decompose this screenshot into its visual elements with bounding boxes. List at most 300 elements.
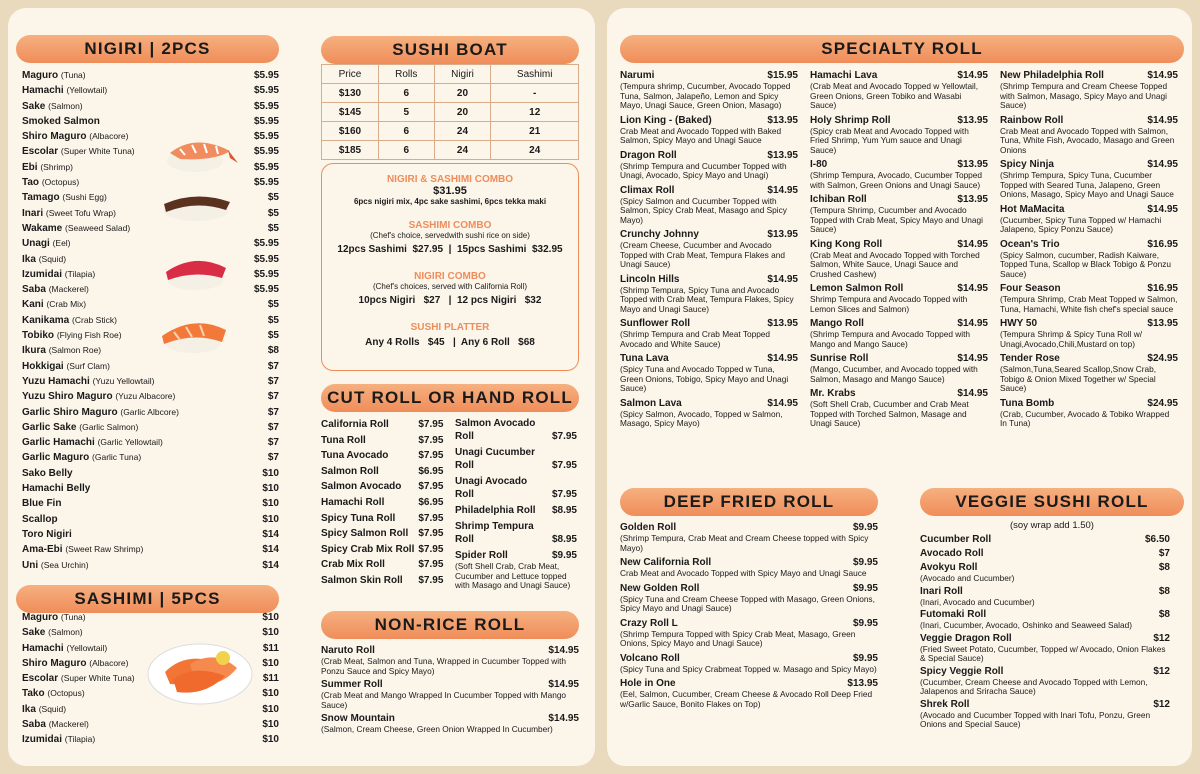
menu-item-desc: (Inari, Avocado and Cucumber): [920, 596, 1035, 607]
menu-item-price: $12: [1153, 632, 1170, 644]
item-title: Toro Nigiri: [22, 528, 72, 540]
menu-item-name: Hole in One: [620, 678, 676, 689]
menu-row: [22, 450, 279, 465]
item-note: (Garlic Tuna): [92, 452, 142, 463]
menu-item-desc: (Salmon, Cream Cheese, Green Onion Wrapped In Cucumber): [321, 724, 553, 734]
menu-item-price: $13.95: [767, 229, 798, 240]
cut-roll-desc: (Soft Shell Crab, Crab Meat, Cucumber and Lettuce topped with Masago and Unagi Sauce): [455, 561, 571, 590]
item-note: (Yellowtail): [66, 642, 108, 653]
menu-item-name: Climax Roll: [620, 184, 675, 196]
cut-roll-left-list: [321, 417, 443, 589]
item-title: Inari: [22, 207, 44, 219]
cut-roll-name: Unagi Avocado Roll: [455, 476, 528, 500]
menu-item: [810, 115, 988, 156]
item-note: (Tilapia): [64, 734, 96, 745]
menu-item-price: $24.95: [1147, 397, 1178, 409]
item-title: Sake: [22, 627, 46, 639]
item-price: $10: [262, 703, 279, 715]
non-rice-header: NON-RICE ROLL: [321, 611, 579, 639]
cut-roll-price: $6.95: [418, 465, 444, 477]
table-row: [322, 141, 579, 160]
item-title: Izumidai: [22, 268, 63, 280]
cut-roll-name: Salmon Roll: [321, 465, 379, 477]
menu-item-price: $14.95: [957, 238, 988, 250]
menu-item-name: Snow Mountain: [321, 713, 395, 724]
menu-item-head: [920, 534, 1170, 546]
item-title: Garlic Shiro Maguro: [22, 406, 118, 418]
menu-row: [22, 359, 279, 374]
menu-item: [810, 283, 988, 314]
menu-item-price: $13.95: [957, 194, 988, 205]
menu-item-desc: (Mango, Cucumber, and Avocado topped with Salmon, Masago and Mango Sauce): [810, 364, 978, 384]
menu-item: [810, 194, 988, 235]
shrimp-nigiri-image: [160, 123, 240, 178]
cell: 5: [378, 103, 434, 122]
menu-item-desc: (Spicy Salmon and Cucumber Topped with Salmon, Spicy Crab Meat, Masago and Spicy Mayo): [620, 195, 787, 225]
menu-item: [1000, 159, 1178, 200]
item-price: $5.95: [253, 253, 279, 265]
ns-combo-title: NIGIRI & SASHIMI COMBO: [386, 174, 514, 185]
menu-item: [620, 583, 878, 614]
item-price: $5.95: [253, 100, 279, 112]
cut-roll-price: $9.95: [551, 550, 577, 561]
eel-nigiri-image: [156, 184, 236, 224]
item-price: $10: [262, 657, 279, 669]
menu-row: [22, 343, 279, 358]
menu-item: [920, 534, 1170, 546]
item-name: [22, 656, 128, 671]
menu-item-desc: (Tempura Shrimp, Crab Meat Topped w Salmon, Tuna, Hamachi, White fish chef's special sauce: [1000, 294, 1178, 314]
menu-item: [321, 645, 579, 676]
menu-row: [22, 144, 279, 159]
menu-item-price: $9.95: [852, 582, 878, 594]
cut-roll-price: $8.95: [551, 505, 577, 516]
menu-item: [1000, 239, 1178, 280]
menu-item-name: Spicy Veggie Roll: [920, 665, 1004, 677]
item-name: [22, 717, 89, 732]
cell: $185: [322, 141, 379, 160]
menu-row: [22, 420, 279, 435]
item-title: Hamachi Belly: [22, 483, 91, 495]
item-title: Maguro: [22, 70, 59, 81]
item-name: [22, 328, 122, 343]
deep-fried-list: [620, 522, 878, 713]
menu-item-desc: (Shrimp Tempura, Crab Meat and Cream Cheese topped with Spicy Mayo): [620, 533, 869, 553]
item-price: $14: [262, 528, 279, 540]
item-name: [22, 702, 66, 717]
cell: $130: [322, 84, 379, 103]
menu-item-price: $24.95: [1147, 353, 1178, 364]
sushi-platter-line: Any 4 Rolls $45 | Any 6 Roll $68: [365, 337, 535, 348]
item-note: (Salmon Roe): [48, 345, 102, 356]
menu-item-name: Sunrise Roll: [810, 353, 869, 364]
item-name: [22, 68, 86, 83]
menu-item-head: [1000, 239, 1178, 251]
item-name: [22, 160, 73, 175]
menu-item-price: $14.95: [767, 273, 798, 285]
menu-item-desc: (Avocado and Cucumber): [920, 573, 1015, 583]
menu-item-head: [810, 239, 988, 251]
menu-item-head: [620, 115, 798, 127]
sashimi-header: SASHIMI | 5PCS: [16, 585, 279, 613]
item-note: (Salmon): [48, 100, 83, 111]
item-note: (Eel): [52, 238, 71, 249]
item-note: (Albacore): [89, 131, 129, 142]
menu-item-desc: (Shrimp Tempura, Spicy Tuna and Avocado Topped with Crab Meat, Tempura Flakes, Spicy Mayo and Unagi Sauce): [620, 284, 794, 314]
menu-row: [22, 527, 279, 542]
item-title: Izumidai: [22, 734, 63, 746]
menu-item-price: $8: [1158, 562, 1170, 573]
menu-item-name: Crunchy Johnny: [620, 229, 699, 240]
menu-item-price: $9.95: [852, 557, 878, 568]
cut-roll-name: Unagi Cucumber Roll: [455, 447, 536, 471]
item-name: [22, 625, 83, 640]
item-price: $5.95: [253, 115, 279, 127]
item-price: $10: [262, 467, 279, 479]
item-price: $5.95: [253, 131, 279, 143]
menu-item-name: Avocado Roll: [920, 548, 984, 559]
item-note: (Crab Stick): [72, 314, 117, 325]
menu-item-name: Futomaki Roll: [920, 609, 987, 620]
item-price: $14: [262, 559, 279, 571]
menu-item: [620, 353, 798, 394]
item-name: [22, 558, 89, 573]
cut-roll-name: Spider Roll: [455, 550, 508, 561]
item-price: $8: [267, 345, 279, 357]
menu-row: [22, 717, 279, 732]
menu-item: [1000, 115, 1178, 156]
cell: $145: [322, 103, 379, 122]
menu-item-desc: (Cream Cheese, Cucumber and Avocado Topped with Crab Meat, Tempura Flakes and Unagi Sauce): [620, 240, 785, 269]
menu-item-price: $14.95: [767, 353, 798, 364]
menu-item-name: Rainbow Roll: [1000, 114, 1064, 126]
menu-item-desc: (Spicy Salmon, Avocado, Topped w Salmon, Masago, Spicy Mayo): [620, 408, 783, 428]
item-note: (Tilapia): [64, 268, 96, 279]
menu-item-price: $14.95: [548, 645, 579, 656]
menu-item-price: $8: [1158, 609, 1170, 620]
menu-item-price: $13.95: [767, 149, 798, 161]
sushi-boat-header: SUSHI BOAT: [321, 36, 579, 64]
item-name: [22, 190, 107, 205]
sashimi-combo-line: 12pcs Sashimi $27.95 | 15pcs Sashimi $32.95: [337, 244, 563, 255]
menu-item-desc: (Soft Shell Crab, Cucumber and Crab Meat Topped with Torched Salmon, Masage and Unagi Sauce): [810, 399, 969, 428]
veggie-header: VEGGIE SUSHI ROLL: [920, 488, 1184, 516]
cut-roll-price: $7.95: [551, 489, 577, 500]
cut-roll-item: [455, 504, 577, 517]
item-title: Scallop: [22, 513, 58, 525]
item-note: (Garlic Albcore): [120, 406, 179, 417]
cell: 24: [434, 141, 491, 160]
menu-item: [620, 70, 798, 111]
menu-item-price: $14.95: [548, 713, 579, 724]
menu-item-name: Tuna Lava: [620, 353, 669, 364]
nigiri-header: NIGIRI | 2PCS: [16, 35, 279, 63]
menu-item: [620, 618, 878, 649]
item-title: Shiro Maguro: [22, 657, 87, 669]
menu-item-name: Tuna Bomb: [1000, 397, 1055, 409]
item-price: $7: [267, 391, 279, 403]
menu-row: [22, 129, 279, 144]
cut-roll-price: $7.95: [418, 481, 444, 493]
menu-item-desc: (Crab Meat and Avocado Topped with Torched Salmon, White Sauce, Unagi Sauce and Crushed Cashew): [810, 249, 980, 279]
menu-item-head: [920, 586, 1170, 598]
item-price: $10: [262, 483, 279, 495]
menu-item-price: $13.95: [767, 114, 798, 126]
item-price: $10: [262, 734, 279, 746]
item-title: Tao: [22, 177, 40, 189]
menu-row: [22, 190, 279, 205]
item-title: Smoked Salmon: [22, 115, 100, 127]
item-name: [22, 405, 179, 420]
menu-item: [1000, 318, 1178, 349]
cut-roll-head: [455, 475, 577, 501]
menu-item-name: Tender Rose: [1000, 353, 1060, 364]
cut-roll-name: Shrimp Tempura Roll: [455, 521, 534, 545]
cut-roll-price: $7.95: [418, 574, 444, 586]
deep-fried-header: DEEP FRIED ROLL: [620, 488, 878, 516]
item-name: [22, 481, 90, 496]
menu-item: [1000, 204, 1178, 235]
item-price: $7: [267, 375, 279, 387]
item-title: Blue Fin: [22, 498, 62, 510]
specialty-col-2: [810, 70, 988, 433]
menu-item-price: $9.95: [852, 652, 878, 664]
item-note: (Octopus): [47, 688, 85, 699]
menu-item-desc: (Cucumber, Cream Cheese and Avocado Topped with Lemon, Jalapenos and Sriracha Sauce): [920, 676, 1148, 696]
item-title: Ikura: [22, 345, 46, 357]
menu-item-name: New Philadelphia Roll: [1000, 70, 1104, 81]
item-note: (Salmon): [48, 627, 83, 638]
cut-roll-price: $7.95: [418, 559, 444, 571]
menu-item-price: $8: [1158, 585, 1170, 597]
menu-item-price: $14.95: [1147, 114, 1178, 126]
menu-item-desc: (Spicy Salmon, cucumber, Radish Kaiware, Topped Tuna, Scallop w Black Tobigo & Ponzu Sauce): [1000, 249, 1171, 279]
menu-item-head: [620, 274, 798, 286]
combo-box: [321, 163, 579, 371]
menu-item: [920, 548, 1170, 560]
menu-item-desc: (Shrimp Tempura, Spicy Tuna, Cucumber Topped with Seared Tuna, Jalapeno, Green Onions, Masago, Spicy Mayo and Unagi Sauce: [1000, 170, 1174, 199]
menu-item-desc: (Inari, Cucumber, Avocado, Oshinko and Seaweed Salad): [920, 620, 1133, 630]
menu-item: [620, 522, 878, 553]
item-name: [22, 512, 58, 527]
item-title: Sake: [22, 100, 46, 112]
item-price: $7: [267, 360, 279, 372]
specialty-col-3: [1000, 70, 1178, 433]
menu-item-desc: (Shrimp Tempura, Avocado, Cucumber Topped with Salmon, Green Onions and Unagi Sauce): [810, 170, 983, 190]
menu-item-name: Four Season: [1000, 283, 1061, 294]
menu-item: [810, 159, 988, 190]
item-note: (Shrimp): [40, 161, 73, 172]
menu-item-name: Narumi: [620, 70, 655, 81]
cut-roll-price: $7.95: [551, 431, 577, 442]
menu-item-desc: (Crab Meat and Mango Wrapped In Cucumber Topped with Mango Sauce): [321, 690, 567, 710]
menu-item-desc: (Spicy Tuna and Cream Cheese Topped with Masago, Green Onions, Spicy Mayo and Unagi Sauce): [620, 593, 875, 613]
item-name: [22, 610, 86, 625]
cut-roll-price: $7.95: [418, 434, 444, 446]
cut-roll-item: [455, 417, 577, 443]
menu-row: [22, 374, 279, 389]
menu-item-name: Shrek Roll: [920, 698, 970, 710]
menu-item-name: Avokyu Roll: [920, 562, 978, 573]
menu-item-desc: (Shrimp Tempura and Avocado Topped with Mango and Mango Sauce): [810, 329, 971, 349]
menu-row: [22, 313, 279, 328]
item-title: Tako: [22, 688, 45, 700]
item-price: $5.95: [253, 85, 279, 97]
item-price: $7: [267, 421, 279, 433]
menu-item-name: Ocean's Trio: [1000, 238, 1060, 250]
non-rice-list: [321, 645, 579, 738]
item-note: (Squid): [38, 253, 67, 264]
menu-item-head: [1000, 204, 1178, 216]
right-menu-panel: [607, 8, 1192, 766]
menu-item-head: [620, 185, 798, 197]
item-name: [22, 466, 73, 481]
menu-item: [920, 562, 1170, 584]
menu-row: [22, 83, 279, 98]
sashimi-combo-sub: (Chef's choice, servedwith sushi rice on side): [370, 231, 530, 240]
item-title: Ika: [22, 703, 36, 715]
menu-item-desc: (Tempura Shrimp, Cucumber and Avocado Topped with Crab Meat, Spicy Mayo and Unagi Sauce): [810, 205, 983, 234]
item-price: $5: [267, 222, 279, 234]
menu-item-desc: (Crab Meat, Salmon and Tuna, Wrapped in Cucumber Topped with Ponzu Sauce and Spicy Mayo): [321, 656, 567, 676]
menu-item-price: $14.95: [767, 184, 798, 196]
menu-item-name: I-80: [810, 159, 828, 170]
item-name: [22, 732, 95, 747]
item-title: Uni: [22, 559, 39, 571]
item-price: $7: [267, 406, 279, 418]
menu-item-name: Sunflower Roll: [620, 318, 690, 329]
menu-item-desc: (Tempura shrimp, Cucumber, Avocado Topped Tuna, Salmon, Jalapeño, Lemon and Spicy Mayo, Unagi Sauce, Green Onion, Masago): [620, 81, 791, 110]
item-price: $14: [262, 544, 279, 556]
item-title: Escolar: [22, 673, 59, 685]
menu-item-price: $13.95: [957, 114, 988, 126]
menu-item-price: $12: [1153, 698, 1170, 710]
item-note: (Garlic Salmon): [79, 421, 139, 432]
menu-row: [22, 405, 279, 420]
salmon-nigiri-image: [156, 310, 231, 355]
menu-item-name: Lincoln Hills: [620, 273, 680, 285]
menu-item-head: [920, 666, 1170, 678]
menu-row: [22, 542, 279, 557]
item-note: (Tuna): [60, 612, 86, 622]
item-note: (Surf Clam): [66, 360, 110, 371]
menu-row: [22, 236, 279, 251]
menu-item-desc: (Crab, Cucumber, Avocado & Tobiko Wrapped In Tuna): [1000, 408, 1170, 428]
menu-item-desc: Crab Meat and Avocado Topped with Spicy Mayo and Unagi Sauce: [620, 568, 867, 578]
item-name: [22, 297, 86, 312]
item-price: $11: [262, 642, 279, 654]
cut-roll-name: Crab Mix Roll: [321, 559, 385, 571]
item-note: (Mackerel): [48, 719, 89, 730]
cut-roll-name: Tuna Roll: [321, 434, 366, 446]
menu-item-price: $14.95: [1147, 70, 1178, 81]
menu-item-price: $14.95: [548, 679, 579, 690]
menu-item-price: $14.95: [1147, 159, 1178, 170]
item-name: [22, 114, 100, 129]
cut-roll-head: [455, 504, 577, 517]
menu-item-desc: (Spicy crab Meat and Avocado Topped with Fried Shrimp, Yum Yum sauce and Unagi Sauce): [810, 125, 969, 155]
cut-roll-price: $7.95: [551, 460, 577, 471]
item-title: Garlic Hamachi: [22, 437, 95, 449]
item-price: $10: [262, 513, 279, 525]
menu-item-desc: Crab Meat and Avocado Topped with Salmon, Tuna, White Fish, Avocado, Masago and Green Onions: [1000, 125, 1175, 155]
item-title: Yuzu Shiro Maguro: [22, 391, 113, 403]
item-name: [22, 282, 89, 297]
cut-roll-name: Salmon Skin Roll: [321, 574, 403, 586]
menu-row: [22, 282, 279, 297]
column-header: Price: [322, 65, 379, 84]
cut-roll-name: Philadelphia Roll: [455, 505, 536, 516]
menu-row: [22, 99, 279, 114]
menu-item-desc: (Spicy Tuna and Spicy Crabmeat Topped w. Masago and Spicy Mayo): [620, 663, 877, 674]
cut-roll-name: Salmon Avocado Roll: [455, 418, 536, 442]
cut-roll-right-list: [455, 417, 577, 594]
cell: 24: [434, 122, 491, 141]
item-name: [22, 144, 135, 159]
menu-item: [620, 115, 798, 146]
menu-item-head: [620, 150, 798, 162]
menu-row: [22, 114, 279, 129]
menu-item: [620, 398, 798, 429]
ns-combo-desc: 6pcs nigiri mix, 4pc sake sashimi, 6pcs tekka maki: [353, 197, 547, 206]
nigiri-combo-sub: (Chef's choices, served with California Roll): [372, 282, 528, 291]
item-note: (Squid): [38, 703, 67, 714]
item-name: [22, 359, 110, 374]
menu-item-price: $14.95: [957, 388, 988, 399]
menu-item-name: Mr. Krabs: [810, 388, 856, 399]
cell: 6: [378, 141, 434, 160]
menu-row: [22, 297, 279, 312]
item-title: Saba: [22, 284, 46, 296]
cut-roll-head: [455, 520, 577, 546]
menu-item-price: $13.95: [1147, 318, 1178, 329]
item-price: $5.95: [253, 268, 279, 280]
item-title: Wakame: [22, 222, 63, 234]
item-name: [22, 175, 79, 190]
item-name: [22, 641, 107, 656]
menu-item-desc: (Cucumber, Spicy Tuna Topped w/ Hamachi Jalapeno, Spicy Ponzu Sauce): [1000, 214, 1162, 234]
item-name: [22, 527, 72, 542]
item-price: $10: [262, 612, 279, 623]
menu-item-price: $12: [1153, 665, 1170, 677]
menu-item: [620, 653, 878, 675]
menu-item: [1000, 353, 1178, 394]
item-price: $10: [262, 719, 279, 731]
item-note: (Sushi Egg): [62, 192, 107, 203]
menu-item-name: HWY 50: [1000, 318, 1038, 329]
menu-item-price: $14.95: [957, 318, 988, 329]
menu-item-desc: (Shrimp Tempura and Cucumber Topped with Unagi, Avocado, Spicy Mayo and Unagi): [620, 160, 787, 180]
cut-roll-item: [455, 446, 577, 472]
menu-row: [22, 252, 279, 267]
menu-item-price: $14.95: [1147, 203, 1178, 215]
cut-roll-price: $7.95: [418, 543, 444, 555]
menu-item: [810, 239, 988, 280]
menu-row: [22, 435, 279, 450]
cell: 6: [378, 84, 434, 103]
cut-roll-price: $7.95: [418, 528, 444, 540]
menu-item-desc: (Shrimp Tempura Topped with Spicy Crab Meat, Masago, Green Onions, Spicy Mayo and Unagi Sauce): [620, 628, 856, 648]
menu-row: [22, 160, 279, 175]
item-note: (Garlic Yellowtail): [97, 437, 163, 448]
cut-roll-price: $7.95: [418, 450, 444, 462]
item-note: (Mackerel): [48, 284, 89, 295]
menu-item-name: Dragon Roll: [620, 149, 677, 161]
menu-item: [1000, 398, 1178, 429]
item-name: [22, 221, 130, 236]
menu-item-price: $13.95: [957, 159, 988, 170]
menu-row: [22, 221, 279, 236]
